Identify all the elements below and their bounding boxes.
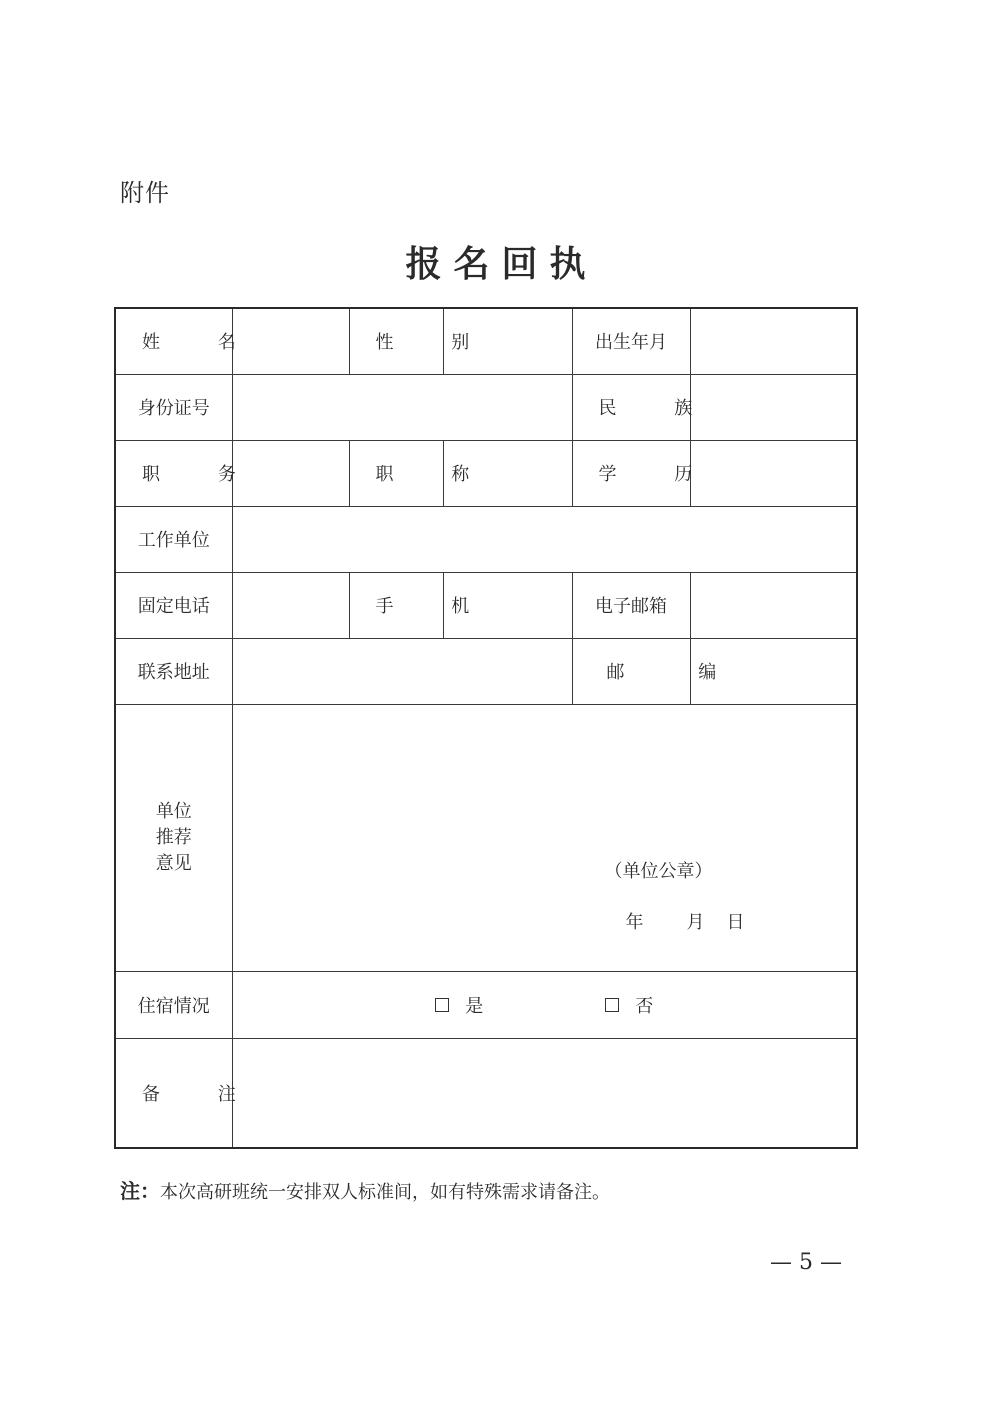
education-label: 学 历 bbox=[572, 440, 690, 506]
email-field[interactable] bbox=[690, 572, 857, 638]
lodging-no-label: 否 bbox=[635, 995, 654, 1017]
date-month: 月 bbox=[686, 911, 705, 933]
birth-label: 出生年月 bbox=[572, 308, 690, 374]
footnote-lead: 注： bbox=[120, 1179, 160, 1203]
lodging-no-option[interactable] bbox=[605, 992, 653, 1018]
attachment-label: 附件 bbox=[120, 179, 170, 207]
recommend-label bbox=[115, 704, 232, 971]
form-row-position bbox=[115, 440, 857, 506]
footnote-text: 本次高研班统一安排双人标准间，如有特殊需求请备注。 bbox=[160, 1182, 610, 1203]
recommend-label-line-2: 推荐 bbox=[155, 826, 192, 848]
form-title: 报名回执 bbox=[405, 243, 598, 285]
seal-placeholder: （单位公章） bbox=[604, 860, 713, 882]
form-row-address bbox=[115, 638, 857, 704]
form-row-lodging bbox=[115, 971, 857, 1038]
email-label: 电子邮箱 bbox=[572, 572, 690, 638]
lodging-yes-label: 是 bbox=[465, 995, 484, 1017]
form-row-contact bbox=[115, 572, 857, 638]
address-label: 联系地址 bbox=[115, 638, 232, 704]
lodging-yes-option[interactable] bbox=[435, 992, 483, 1018]
date-line bbox=[605, 908, 745, 934]
lodging-label: 住宿情况 bbox=[115, 971, 232, 1038]
landline-label: 固定电话 bbox=[115, 572, 232, 638]
lodging-options bbox=[232, 971, 857, 1038]
postcode-label: 邮 编 bbox=[572, 638, 690, 704]
landline-field[interactable] bbox=[232, 572, 349, 638]
position-label: 职 务 bbox=[115, 440, 232, 506]
form-row-id bbox=[115, 374, 857, 440]
title-label: 职 称 bbox=[349, 440, 443, 506]
recommend-field[interactable] bbox=[232, 704, 857, 971]
remark-field[interactable] bbox=[232, 1038, 857, 1148]
form-row-employer bbox=[115, 506, 857, 572]
birth-field[interactable] bbox=[690, 308, 857, 374]
date-year: 年 bbox=[625, 911, 644, 933]
date-day: 日 bbox=[726, 911, 745, 933]
id-label: 身份证号 bbox=[115, 374, 232, 440]
recommend-label-line-1: 单位 bbox=[155, 800, 192, 822]
address-field[interactable] bbox=[232, 638, 572, 704]
form-row-name bbox=[115, 308, 857, 374]
form-row-remark bbox=[115, 1038, 857, 1148]
employer-field[interactable] bbox=[232, 506, 857, 572]
name-label: 姓 名 bbox=[115, 308, 232, 374]
mobile-label: 手 机 bbox=[349, 572, 443, 638]
gender-label: 性 别 bbox=[349, 308, 443, 374]
ethnicity-label: 民 族 bbox=[572, 374, 690, 440]
remark-label: 备 注 bbox=[115, 1038, 232, 1148]
footnote bbox=[120, 1175, 610, 1204]
form-row-recommendation bbox=[115, 704, 857, 971]
recommend-label-line-3: 意见 bbox=[155, 852, 192, 874]
lodging-yes-checkbox[interactable] bbox=[435, 998, 449, 1012]
registration-form bbox=[114, 307, 858, 1149]
lodging-no-checkbox[interactable] bbox=[605, 998, 619, 1012]
page-number: — 5 — bbox=[770, 1250, 842, 1275]
id-field[interactable] bbox=[232, 374, 572, 440]
employer-label: 工作单位 bbox=[115, 506, 232, 572]
